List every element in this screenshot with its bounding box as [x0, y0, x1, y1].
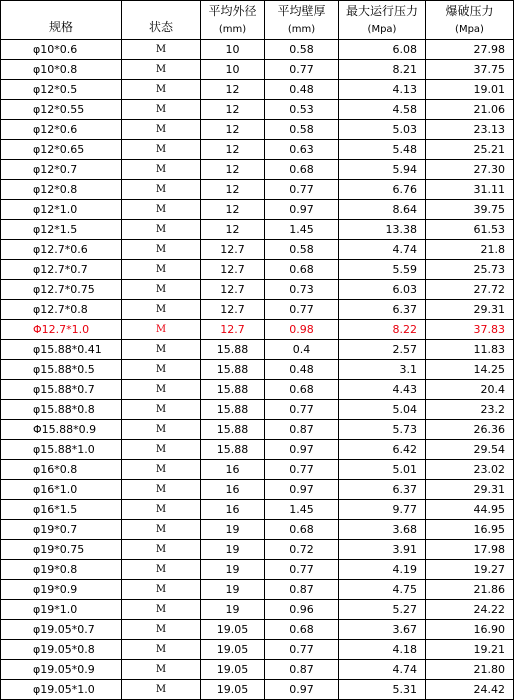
cell-max-pressure: 4.58 — [339, 100, 426, 120]
cell-wall-thickness: 0.77 — [265, 300, 339, 320]
cell-spec: φ12*1.5 — [1, 220, 122, 240]
cell-state: M — [122, 60, 201, 80]
cell-burst-pressure: 19.01 — [426, 80, 514, 100]
cell-spec: φ12.7*0.7 — [1, 260, 122, 280]
cell-spec: φ15.88*0.8 — [1, 400, 122, 420]
cell-wall-thickness: 0.58 — [265, 40, 339, 60]
cell-wall-thickness: 0.97 — [265, 440, 339, 460]
cell-outer-diameter: 12 — [201, 120, 265, 140]
cell-outer-diameter: 12 — [201, 160, 265, 180]
cell-spec: φ19*0.9 — [1, 580, 122, 600]
table-row — [1, 100, 514, 120]
cell-max-pressure: 6.08 — [339, 40, 426, 60]
cell-outer-diameter: 19.05 — [201, 620, 265, 640]
cell-wall-thickness: 0.97 — [265, 480, 339, 500]
cell-wall-thickness: 0.68 — [265, 160, 339, 180]
cell-wall-thickness: 0.77 — [265, 400, 339, 420]
table-row — [1, 220, 514, 240]
cell-outer-diameter: 12 — [201, 100, 265, 120]
table-row — [1, 480, 514, 500]
cell-spec: φ12*0.6 — [1, 120, 122, 140]
table-row — [1, 260, 514, 280]
cell-spec: φ12*0.65 — [1, 140, 122, 160]
cell-burst-pressure: 23.2 — [426, 400, 514, 420]
cell-spec: φ19*0.75 — [1, 540, 122, 560]
cell-burst-pressure: 23.02 — [426, 460, 514, 480]
cell-spec: φ12*0.55 — [1, 100, 122, 120]
cell-outer-diameter: 15.88 — [201, 440, 265, 460]
cell-outer-diameter: 10 — [201, 60, 265, 80]
cell-burst-pressure: 25.21 — [426, 140, 514, 160]
cell-outer-diameter: 12.7 — [201, 240, 265, 260]
table-row — [1, 140, 514, 160]
cell-state: M — [122, 260, 201, 280]
cell-burst-pressure: 17.98 — [426, 540, 514, 560]
table-row — [1, 160, 514, 180]
cell-max-pressure: 9.77 — [339, 500, 426, 520]
cell-burst-pressure: 39.75 — [426, 200, 514, 220]
cell-outer-diameter: 19.05 — [201, 660, 265, 680]
cell-max-pressure: 5.48 — [339, 140, 426, 160]
cell-state: M — [122, 360, 201, 380]
cell-max-pressure: 4.18 — [339, 640, 426, 660]
cell-burst-pressure: 25.73 — [426, 260, 514, 280]
cell-outer-diameter: 15.88 — [201, 400, 265, 420]
table-row — [1, 580, 514, 600]
cell-outer-diameter: 15.88 — [201, 340, 265, 360]
cell-max-pressure: 2.57 — [339, 340, 426, 360]
cell-burst-pressure: 27.72 — [426, 280, 514, 300]
cell-state: M — [122, 520, 201, 540]
header-state: 状态 — [122, 1, 201, 40]
cell-max-pressure: 5.73 — [339, 420, 426, 440]
unit-burst-pressure: (Mpa) — [426, 21, 514, 40]
cell-wall-thickness: 0.68 — [265, 260, 339, 280]
cell-spec: φ19.05*0.9 — [1, 660, 122, 680]
cell-outer-diameter: 12 — [201, 200, 265, 220]
cell-wall-thickness: 0.68 — [265, 620, 339, 640]
cell-outer-diameter: 19 — [201, 580, 265, 600]
cell-max-pressure: 8.22 — [339, 320, 426, 340]
table-row — [1, 80, 514, 100]
cell-outer-diameter: 15.88 — [201, 360, 265, 380]
cell-state: M — [122, 500, 201, 520]
table-row — [1, 200, 514, 220]
table-row — [1, 340, 514, 360]
cell-spec: φ16*1.0 — [1, 480, 122, 500]
cell-state: M — [122, 660, 201, 680]
cell-spec: φ12*0.7 — [1, 160, 122, 180]
cell-wall-thickness: 0.58 — [265, 240, 339, 260]
cell-spec: Φ12.7*1.0 — [1, 320, 122, 340]
cell-spec: φ10*0.6 — [1, 40, 122, 60]
cell-max-pressure: 4.19 — [339, 560, 426, 580]
cell-burst-pressure: 21.06 — [426, 100, 514, 120]
cell-burst-pressure: 20.4 — [426, 380, 514, 400]
cell-burst-pressure: 29.54 — [426, 440, 514, 460]
cell-outer-diameter: 12 — [201, 220, 265, 240]
header-max-pressure: 最大运行压力 — [339, 1, 426, 22]
cell-spec: φ12*0.5 — [1, 80, 122, 100]
cell-burst-pressure: 31.11 — [426, 180, 514, 200]
table-row — [1, 360, 514, 380]
cell-state: M — [122, 400, 201, 420]
cell-burst-pressure: 19.27 — [426, 560, 514, 580]
cell-spec: φ12*0.8 — [1, 180, 122, 200]
cell-spec: φ15.88*0.41 — [1, 340, 122, 360]
cell-burst-pressure: 21.8 — [426, 240, 514, 260]
table-row — [1, 420, 514, 440]
cell-spec: φ15.88*0.5 — [1, 360, 122, 380]
cell-spec: φ15.88*0.7 — [1, 380, 122, 400]
cell-wall-thickness: 0.4 — [265, 340, 339, 360]
cell-state: M — [122, 620, 201, 640]
table-row — [1, 520, 514, 540]
cell-outer-diameter: 19.05 — [201, 680, 265, 700]
cell-outer-diameter: 15.88 — [201, 420, 265, 440]
cell-burst-pressure: 14.25 — [426, 360, 514, 380]
cell-max-pressure: 6.42 — [339, 440, 426, 460]
cell-state: M — [122, 460, 201, 480]
cell-wall-thickness: 0.97 — [265, 200, 339, 220]
table-row — [1, 320, 514, 340]
cell-outer-diameter: 19 — [201, 600, 265, 620]
cell-state: M — [122, 560, 201, 580]
cell-state: M — [122, 680, 201, 700]
cell-max-pressure: 5.59 — [339, 260, 426, 280]
table-row — [1, 440, 514, 460]
cell-burst-pressure: 37.83 — [426, 320, 514, 340]
cell-state: M — [122, 120, 201, 140]
cell-state: M — [122, 180, 201, 200]
cell-burst-pressure: 27.98 — [426, 40, 514, 60]
cell-state: M — [122, 140, 201, 160]
cell-state: M — [122, 280, 201, 300]
cell-spec: φ12.7*0.6 — [1, 240, 122, 260]
cell-spec: φ19.05*0.8 — [1, 640, 122, 660]
cell-outer-diameter: 16 — [201, 500, 265, 520]
cell-state: M — [122, 240, 201, 260]
cell-burst-pressure: 16.95 — [426, 520, 514, 540]
cell-burst-pressure: 61.53 — [426, 220, 514, 240]
cell-spec: Φ15.88*0.9 — [1, 420, 122, 440]
cell-spec: φ10*0.8 — [1, 60, 122, 80]
cell-burst-pressure: 27.30 — [426, 160, 514, 180]
cell-max-pressure: 3.91 — [339, 540, 426, 560]
cell-max-pressure: 5.01 — [339, 460, 426, 480]
cell-burst-pressure: 21.86 — [426, 580, 514, 600]
cell-spec: φ15.88*1.0 — [1, 440, 122, 460]
cell-wall-thickness: 1.45 — [265, 220, 339, 240]
cell-spec: φ12.7*0.75 — [1, 280, 122, 300]
cell-outer-diameter: 16 — [201, 480, 265, 500]
cell-state: M — [122, 580, 201, 600]
table-row — [1, 600, 514, 620]
cell-outer-diameter: 19 — [201, 540, 265, 560]
cell-max-pressure: 5.31 — [339, 680, 426, 700]
cell-max-pressure: 5.27 — [339, 600, 426, 620]
cell-max-pressure: 4.74 — [339, 660, 426, 680]
cell-outer-diameter: 12.7 — [201, 320, 265, 340]
cell-outer-diameter: 19 — [201, 560, 265, 580]
cell-outer-diameter: 12.7 — [201, 260, 265, 280]
cell-outer-diameter: 12 — [201, 80, 265, 100]
table-row — [1, 500, 514, 520]
cell-outer-diameter: 12.7 — [201, 280, 265, 300]
cell-state: M — [122, 480, 201, 500]
cell-wall-thickness: 0.87 — [265, 660, 339, 680]
cell-spec: φ16*1.5 — [1, 500, 122, 520]
cell-wall-thickness: 0.77 — [265, 560, 339, 580]
cell-wall-thickness: 0.87 — [265, 580, 339, 600]
cell-outer-diameter: 10 — [201, 40, 265, 60]
cell-max-pressure: 4.74 — [339, 240, 426, 260]
cell-burst-pressure: 16.90 — [426, 620, 514, 640]
cell-wall-thickness: 0.68 — [265, 520, 339, 540]
table-row — [1, 620, 514, 640]
table-row — [1, 280, 514, 300]
header-row — [1, 1, 514, 22]
cell-outer-diameter: 12 — [201, 140, 265, 160]
cell-outer-diameter: 15.88 — [201, 380, 265, 400]
cell-wall-thickness: 0.58 — [265, 120, 339, 140]
cell-outer-diameter: 19.05 — [201, 640, 265, 660]
table-row — [1, 640, 514, 660]
cell-spec: φ19.05*1.0 — [1, 680, 122, 700]
cell-spec: φ12.7*0.8 — [1, 300, 122, 320]
cell-max-pressure: 5.94 — [339, 160, 426, 180]
cell-state: M — [122, 200, 201, 220]
cell-max-pressure: 4.43 — [339, 380, 426, 400]
header-burst-pressure: 爆破压力 — [426, 1, 514, 22]
cell-max-pressure: 4.75 — [339, 580, 426, 600]
cell-wall-thickness: 0.48 — [265, 80, 339, 100]
cell-state: M — [122, 160, 201, 180]
cell-wall-thickness: 0.73 — [265, 280, 339, 300]
cell-state: M — [122, 420, 201, 440]
table-row — [1, 180, 514, 200]
header-od: 平均外径 — [201, 1, 265, 22]
table-row — [1, 380, 514, 400]
cell-state: M — [122, 300, 201, 320]
table-row — [1, 120, 514, 140]
cell-max-pressure: 3.67 — [339, 620, 426, 640]
cell-burst-pressure: 21.80 — [426, 660, 514, 680]
cell-outer-diameter: 19 — [201, 520, 265, 540]
table-row — [1, 660, 514, 680]
cell-max-pressure: 4.13 — [339, 80, 426, 100]
cell-spec: φ19*0.7 — [1, 520, 122, 540]
cell-state: M — [122, 100, 201, 120]
cell-wall-thickness: 0.97 — [265, 680, 339, 700]
cell-max-pressure: 8.21 — [339, 60, 426, 80]
header-spec: 规格 — [1, 1, 122, 40]
cell-burst-pressure: 37.75 — [426, 60, 514, 80]
table-row — [1, 60, 514, 80]
unit-wall: (mm) — [265, 21, 339, 40]
table-row — [1, 560, 514, 580]
cell-burst-pressure: 23.13 — [426, 120, 514, 140]
cell-burst-pressure: 24.22 — [426, 600, 514, 620]
cell-state: M — [122, 80, 201, 100]
cell-wall-thickness: 0.96 — [265, 600, 339, 620]
unit-od: (mm) — [201, 21, 265, 40]
cell-max-pressure: 3.1 — [339, 360, 426, 380]
cell-wall-thickness: 0.98 — [265, 320, 339, 340]
table-row — [1, 400, 514, 420]
cell-max-pressure: 8.64 — [339, 200, 426, 220]
cell-outer-diameter: 12.7 — [201, 300, 265, 320]
cell-state: M — [122, 440, 201, 460]
cell-outer-diameter: 16 — [201, 460, 265, 480]
cell-max-pressure: 6.37 — [339, 300, 426, 320]
cell-wall-thickness: 0.77 — [265, 640, 339, 660]
cell-burst-pressure: 24.42 — [426, 680, 514, 700]
cell-state: M — [122, 40, 201, 60]
table-row — [1, 460, 514, 480]
cell-max-pressure: 5.03 — [339, 120, 426, 140]
cell-spec: φ19*0.8 — [1, 560, 122, 580]
cell-burst-pressure: 44.95 — [426, 500, 514, 520]
cell-spec: φ16*0.8 — [1, 460, 122, 480]
cell-wall-thickness: 0.68 — [265, 380, 339, 400]
cell-wall-thickness: 0.53 — [265, 100, 339, 120]
cell-burst-pressure: 19.21 — [426, 640, 514, 660]
cell-wall-thickness: 0.48 — [265, 360, 339, 380]
cell-burst-pressure: 11.83 — [426, 340, 514, 360]
cell-wall-thickness: 0.72 — [265, 540, 339, 560]
cell-max-pressure: 3.68 — [339, 520, 426, 540]
header-wall: 平均壁厚 — [265, 1, 339, 22]
cell-state: M — [122, 600, 201, 620]
cell-spec: φ19*1.0 — [1, 600, 122, 620]
cell-max-pressure: 6.76 — [339, 180, 426, 200]
unit-max-pressure: (Mpa) — [339, 21, 426, 40]
table-row — [1, 680, 514, 700]
cell-spec: φ12*1.0 — [1, 200, 122, 220]
table-row — [1, 40, 514, 60]
cell-wall-thickness: 0.87 — [265, 420, 339, 440]
cell-max-pressure: 5.04 — [339, 400, 426, 420]
table-row — [1, 540, 514, 560]
cell-wall-thickness: 1.45 — [265, 500, 339, 520]
cell-outer-diameter: 12 — [201, 180, 265, 200]
table-row — [1, 300, 514, 320]
cell-state: M — [122, 540, 201, 560]
cell-burst-pressure: 29.31 — [426, 480, 514, 500]
cell-burst-pressure: 26.36 — [426, 420, 514, 440]
cell-wall-thickness: 0.77 — [265, 460, 339, 480]
cell-max-pressure: 6.37 — [339, 480, 426, 500]
cell-wall-thickness: 0.77 — [265, 60, 339, 80]
cell-state: M — [122, 640, 201, 660]
table-row — [1, 240, 514, 260]
cell-state: M — [122, 340, 201, 360]
cell-state: M — [122, 380, 201, 400]
cell-wall-thickness: 0.77 — [265, 180, 339, 200]
cell-max-pressure: 13.38 — [339, 220, 426, 240]
cell-wall-thickness: 0.63 — [265, 140, 339, 160]
cell-state: M — [122, 220, 201, 240]
cell-spec: φ19.05*0.7 — [1, 620, 122, 640]
cell-max-pressure: 6.03 — [339, 280, 426, 300]
cell-state: M — [122, 320, 201, 340]
cell-burst-pressure: 29.31 — [426, 300, 514, 320]
